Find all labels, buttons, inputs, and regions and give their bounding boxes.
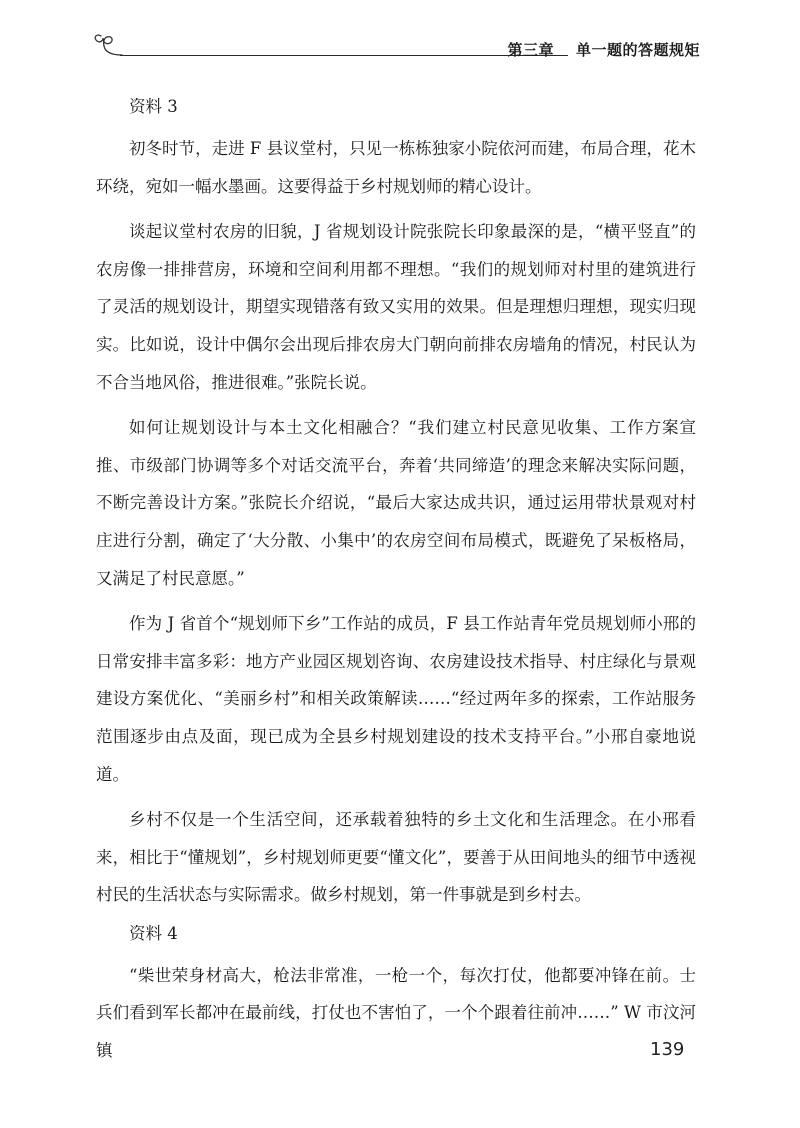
section-material-4 bbox=[96, 922, 696, 1070]
section-heading: 资料 3 bbox=[129, 97, 178, 116]
header-rule bbox=[120, 55, 568, 56]
section-material-3 bbox=[96, 95, 696, 914]
sprout-ornament-icon bbox=[92, 30, 126, 56]
paragraph: 作为 J 省首个“规划师下乡”工作站的成员，F 县工作站青年党员规划师小邢的日常安排丰富多彩：地方产业园区规划咨询、农房建设技术指导、村庄绿化与景观建设方案优化、“美丽乡村”和相关政策解读……“经过两年多的探索，工作站服务范围逐步由点及面，现已成为全县乡村规划建设的技术支持平台。”小邢自豪地说道。 bbox=[96, 614, 696, 784]
paragraph: 乡村不仅是一个生活空间，还承载着独特的乡土文化和生活理念。在小邢看来，相比于“懂规划”，乡村规划师更要“懂文化”，要善于从田间地头的细节中透视村民的生活状态与实际需求。做乡村规划，第一件事就是到乡村去。 bbox=[96, 810, 696, 905]
paragraph: 如何让规划设计与本土文化相融合？“我们建立村民意见收集、工作方案宣推、市级部门协调等多个对话交流平台，奔着‘共同缔造’的理念来解决实际问题，不断完善设计方案。”张院长介绍说，“最后大家达成共识，通过运用带状景观对村庄进行分割，确定了‘大分散、小集中’的农房空间布局模式，既避免了呆板格局，又满足了村民意愿。” bbox=[96, 418, 696, 588]
page-number: 139 bbox=[650, 1039, 685, 1060]
header-chapter-title: 单一题的答题规矩 bbox=[575, 41, 700, 59]
page-body bbox=[96, 95, 696, 1078]
header-title bbox=[507, 39, 700, 60]
running-header bbox=[92, 26, 700, 66]
paragraph: “柴世荣身材高大，枪法非常准，一枪一个，每次打仗，他都要冲锋在前。士兵们看到军长都冲在最前线，打仗也不害怕了，一个个跟着往前冲……” W 市汶河镇 bbox=[96, 965, 696, 1061]
paragraph: 谈起议堂村农房的旧貌，J 省规划设计院张院长印象最深的是，“横平竖直”的农房像一排排营房，环境和空间利用都不理想。“我们的规划师对村里的建筑进行了灵活的规划设计，期望实现错落有致又实用的效果。但是理想归理想，现实归现实。比如说，设计中偶尔会出现后排农房大门朝向前排农房墙角的情况，村民认为不合当地风俗，推进很难。”张院长说。 bbox=[96, 222, 696, 392]
header-chapter: 第三章 bbox=[507, 41, 554, 59]
paragraph: 初冬时节，走进 F 县议堂村，只见一栋栋独家小院依河而建，布局合理，花木环绕，宛如一幅水墨画。这要得益于乡村规划师的精心设计。 bbox=[96, 139, 696, 196]
section-heading: 资料 4 bbox=[129, 923, 178, 943]
